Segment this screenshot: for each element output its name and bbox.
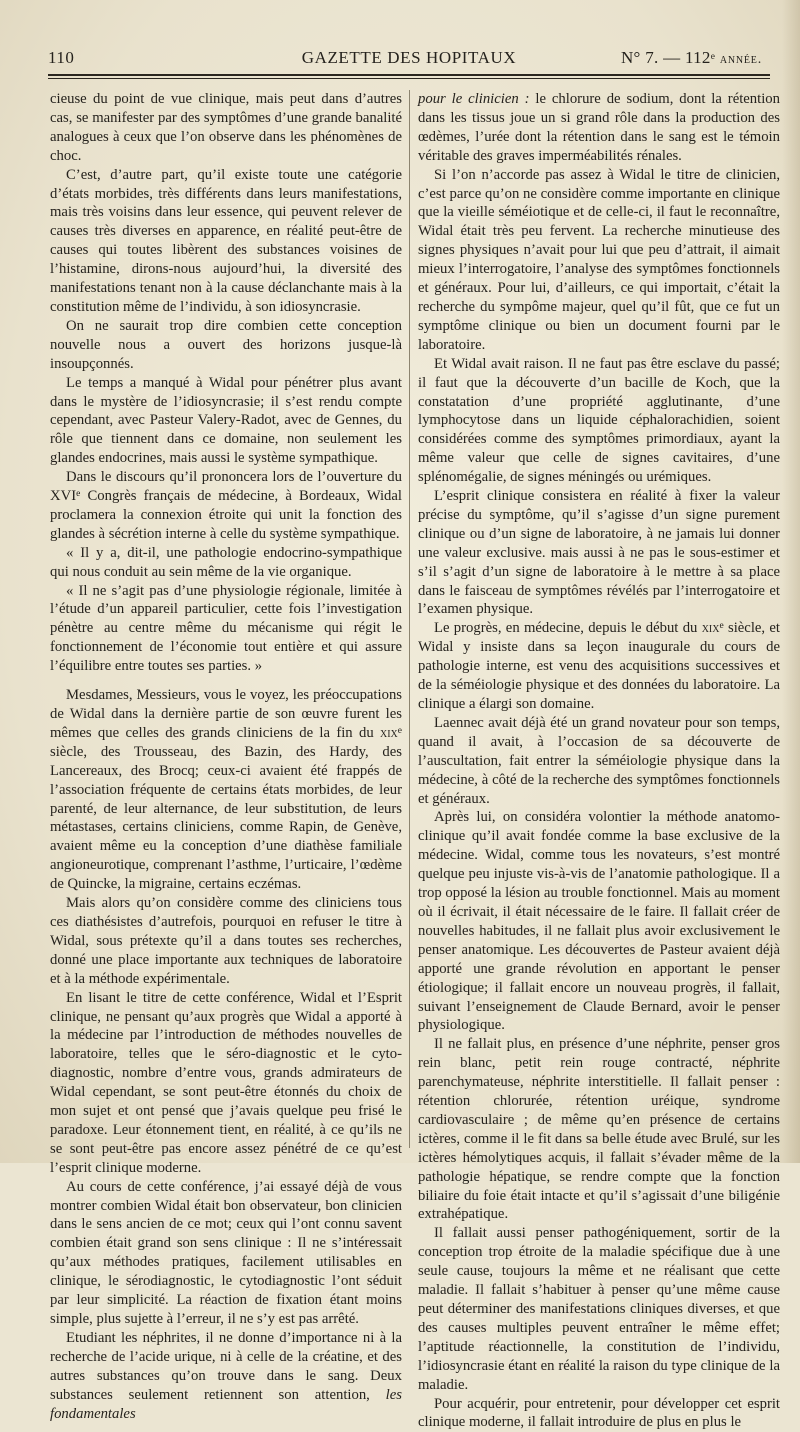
paragraph: L’esprit clinique consistera en réalité à fixer la valeur précise du symptôme, qu’il s’agisse d’un signe purement clinique ou d’un signe de laboratoire, à ne jamais lui donner une valeur exclusive. mais aussi à ne pas le sous-estimer et s’il s’agit d’un signe de laboratoire à le mettre à sa place dans le faisceau de symptômes révélés par l’interrogatoire et l’examen physique. [418, 488, 780, 618]
superscript: e [397, 725, 402, 736]
left-column [50, 90, 402, 1422]
quote-paragraph: « Il y a, dit-il, une pathologie endocrino-sympathique qui nous conduit au sein même de la vie organique. [50, 544, 402, 580]
paragraph: Au cours de cette conférence, j’ai essayé déjà de vous montrer combien Widal était bon observateur, bon clinicien dans le sens ancien de ce mot; ceux qui l’ont connu savent combien était grand son sens clinique : Il ne s’intéressait qu’aux méthodes pratiques, facilement utilisables en clinique, le sérodiagnostic, le cytodiagnostic l’ont séduit par leur simplicité. La réaction de fixation étant moins simple, plus sujette à l’erreur, il ne s’y est pas arrêté. [50, 1178, 402, 1327]
text-run: Congrès français de médecine, à Bordeaux, Widal proclamera la connexion étroite qui unit la fonction des glandes à sécrétion interne à celle du système sympathique. [50, 488, 402, 542]
quote-paragraph: « Il ne s’agit pas d’une physiologie régionale, limitée à l’étude d’un appareil particulier, cette fois l’investigation pénètre au centre même du mécanisme qui régit le fonctionnement de l’économie tout entière et qui assure l’équilibre entre toutes ses parties. » [50, 582, 402, 675]
small-caps-text: xix [380, 724, 398, 741]
paragraph: On ne saurait trop dire combien cette conception nouvelle nous a ouvert des horizons jusque-là insoupçonnés. [50, 317, 402, 372]
page-number: 110 [48, 48, 75, 67]
journal-title: GAZETTE DES HOPITAUX [301, 48, 517, 67]
page-header [48, 46, 770, 72]
text-run: Dans le discours qu’il prononcera lors de l’ouverture du XVI [50, 469, 402, 505]
paragraph: cieuse du point de vue clinique, mais peut dans d’autres cas, se manifester par des symptômes d’une grande banalité analogues à ceux que l’on observe dans les phénomènes de choc. [50, 91, 402, 164]
text-run: Mesdames, Messieurs, vous le voyez, les préoccupations de Widal dans la dernière partie de son œuvre furent les mêmes que celles des grands cliniciens de la fin du [50, 687, 402, 741]
paragraph [50, 1329, 402, 1424]
right-column [418, 90, 780, 1431]
text-run: Etudiant les néphrites, il ne donne d’importance ni à la recherche de l’acide urique, ni à celle de la créatine, et des autres substances qu’on trouve dans le sang. Deux substances seulement retiennent son attention, [50, 1329, 402, 1403]
column-divider [409, 90, 410, 1148]
paragraph: Le temps a manqué à Widal pour pénétrer plus avant dans le mystère de l’idiosyncrasie; il s’est rendu compte cependant, avec Pasteur Valery-Radot, avec de Gennes, du rôle que tiennent dans ce domaine, non seulement les glandes endocrines, mais aussi le système sympathique. [50, 374, 402, 467]
text-run: siècle, et Widal y insiste dans sa leçon inaugurale du cours de pathologie interne, est venu des acquisitions successives et de la séméiologie physique et des données du laboratoire. La clinique a élargi son domaine. [418, 620, 780, 712]
paragraph: Pour acquérir, pour entretenir, pour développer cet esprit clinique moderne, il fallait introduire de plus en plus le [418, 1395, 780, 1431]
text-run: Le progrès, en médecine, depuis le début du [434, 620, 702, 637]
paragraph: Laennec avait déjà été un grand novateur pour son temps, quand il avait, à l’occasion de sa découverte de l’auscultation, fait entrer la séméiologie physique dans la médecine, à côté de la recherche des symptômes fonctionnels et généraux. [418, 714, 780, 807]
text-run: le chlorure de sodium, dont la rétention dans les tissus joue un si grand rôle dans la production des œdèmes, l’urée dont la rétention dans le sang est le témoin véritable des graves imperméabilités rénales. [418, 91, 780, 164]
paragraph [418, 619, 780, 714]
page-edge-shadow [782, 0, 800, 1163]
issue-superscript: e [710, 52, 716, 62]
paragraph: En lisant le titre de cette conférence, Widal et l’Esprit clinique, ne pensant qu’aux progrès que Widal a apporté à la médecine par l’introduction de méthodes nouvelles de laboratoire, telles que le séro-diagnostic et le cyto-diagnostic, nombre d’entre vous, grands admirateurs de Widal cependant, se sont peut-être étonnés du choix de mon sujet et ont pensé que j’avais quelque peu frisé le paradoxe. Leur étonnement tient, en réalité, à ce qu’ils ne se sont peut-être pas encore assez pénétré de ce qu’est l’esprit clinique moderne. [50, 989, 402, 1176]
issue-number: N° 7. — 112 [620, 48, 711, 67]
paragraph: Il fallait aussi penser pathogéniquement, sortir de la conception trop étroite de la maladie spécifique due à une seule cause, toujours la même et ne réalisant que cette maladie. Il fallait s’habituer à penser qu’une même cause peut déterminer des manifestations cliniques diverses, et que des causes multiples peuvent entraîner le même effet; l’aptitude réactionnelle, la constitution de l’individu, l’idiosyncrasie étant en réalité la raison du type clinique de la maladie. [418, 1225, 780, 1393]
superscript: e [719, 621, 724, 632]
paragraph [418, 90, 780, 166]
issue-year-word: année. [719, 52, 762, 67]
paragraph [50, 468, 402, 544]
superscript: e [76, 489, 81, 500]
paragraph: Mais alors qu’on considère comme des cliniciens tous ces diathésistes d’autrefois, pourquoi en refuser le titre à Widal, sous prétexte qu’il a dans toutes ses recherches, donné une place importante aux techniques de laboratoire et à la méthode expérimentale. [50, 895, 402, 987]
header-rule-thick [48, 74, 770, 76]
paragraph: Après lui, on considéra volontier la méthode anatomo-clinique qu’il avait fondée comme la base exclusive de la médecine. Widal, comme tous les novateurs, s’est montré quelque peu injuste vis-à-vis de l’anatomie pathologique. Il a trop opposé la lésion au trouble fonctionnel. Mais au moment où il écrivait, il était nécessaire de le faire. Il fallait créer de nouvelles habitudes, il ne fallait plus avoir exclusivement le penser anatomique. Les découvertes de Pasteur avaient déjà apporté une grande révolution en apportant le penser étiologique; il fallait encore un nouveau progrès, il fallait, suivant l’enseignement de Claude Bernard, avoir le penser physiologique. [418, 809, 780, 1034]
paragraph: Il ne fallait plus, en présence d’une néphrite, penser gros rein blanc, petit rein rouge contracté, néphrite parenchymateuse, néphrite interstitielle. Il fallait penser : rétention chlorurée, rétention uréique, syndrome cardiovasculaire ; de même qu’en présence de certains ictères, comme il le fit dans sa belle étude avec Brulé, sur les ictères hémolytiques acquis, il fallait s’évader même de la pathologie hépatique, se rendre compte que la fonction biliaire du foie était intacte et qu’il s’agissait d’une biligénie extrahépatique. [418, 1036, 780, 1223]
italic-text: pour le clinicien : [418, 91, 530, 107]
paragraph: Et Widal avait raison. Il ne faut pas être esclave du passé; il faut que la découverte d’un bacille de Koch, que la constatation d’une propriété agglutinante, d’une lymphocytose dans un liquide céphalorachidien, soient considérées comme des symptômes primordiaux, ayant la même valeur que celle de signes cavitaires, d’une splénomégalie, de signes méningés ou urémiques. [418, 355, 780, 486]
text-run: siècle, des Trousseau, des Bazin, des Hardy, des Lancereaux, des Brocq; ceux-ci avaient été frappés de l’association fréquente de certains états morbides, de leur parenté, de leur alternance, de leur substitution, de leurs métastases, certains cliniciens, comme Rapin, de Genève, avaient même eu la conception d’une diathèse familiale angioneurotique, comprenant l’asthme, l’urticaire, l’œdème de Quincke, la migraine, certains eczémas. [50, 743, 402, 893]
paragraph: Si l’on n’accorde pas assez à Widal le titre de clinicien, c’est parce qu’on ne considère comme importante en clinique que la vieille séméiotique et de celle-ci, il faut le reconnaître, Widal était très peu fervent. La recherche minutieuse des signes physiques n’avait pour lui que peu d’attrait, il aimait mieux l’interrogatoire, l’analyse des symptômes fonctionnels et généraux. Pour lui, d’ailleurs, ce qui importait, c’était la recherche du sympôme majeur, quel qu’il fût, que ce fut un symptôme clinique ou bien un document fourni par le laboratoire. [418, 166, 780, 353]
small-caps-text: xix [701, 620, 720, 637]
italic-text: les fondamentales [50, 1386, 402, 1422]
paragraph [50, 686, 402, 894]
issue-info [621, 48, 762, 68]
header-rule-thin [48, 78, 770, 79]
paragraph: C’est, d’autre part, qu’il existe toute une catégorie d’états morbides, très différents dans leurs manifestations, mais très voisins dans leur essence, qui peuvent relever de causes très diverses en apparence, en réalité peut-être de causes qui toutes libèrent des substances voisines de l’histamine, dirons-nous aujourd’hui, la diversité des manifestations tenant non à la cause déclanchante mais à la constitution même de l’individu, à son idiosyncrasie. [50, 166, 402, 315]
